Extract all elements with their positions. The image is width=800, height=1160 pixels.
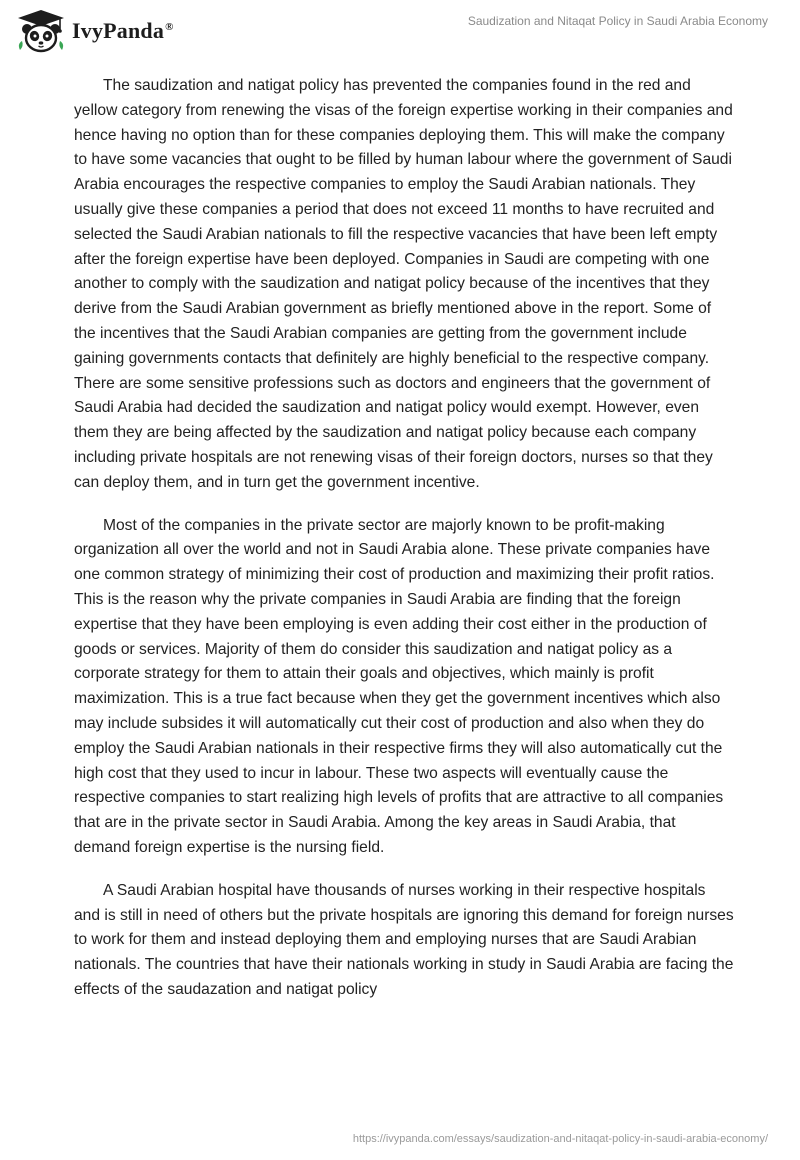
paragraph-1: The saudization and natigat policy has prevented the companies found in the red and yellow category from renewing the visas of the foreign expertise working in their companies and hence having no option than for these companies deploying them. This will make the company to have some vacancies that ought to be filled by human labour where the government of Saudi Arabia encourages the respective companies to employ the Saudi Arabian nationals. They usually give these companies a period that does not exceed 11 months to have recruited and selected the Saudi Arabian nationals to fill the respective vacancies that have been left empty after the foreign expertise have been deployed. Companies in Saudi are competing with one another to comply with the saudization and natigat policy because of the incentives that they derive from the Saudi Arabian government as briefly mentioned above in the report. Some of the incentives that the Saudi Arabian companies are getting from the government include gaining governments contacts that definitely are highly beneficial to the respective company. There are some sensitive professions such as doctors and engineers that the government of Saudi Arabia had decided the saudization and natigat policy would exempt. However, even them they are being affected by the saudization and natigat policy because each company including private hospitals are not renewing visas of their foreign doctors, nurses so that they can deploy them, and in turn get the government incentive. bbox=[74, 77, 733, 491]
brand-name-text: IvyPanda bbox=[72, 18, 165, 43]
brand-name bbox=[72, 18, 174, 44]
paragraph-3: A Saudi Arabian hospital have thousands of nurses working in their respective hospitals and is still in need of others but the private hospitals are ignoring this demand for foreign nurses to work for them and instead deploying them and employing nurses that are Saudi Arabian nationals. The countries that have their nationals working in study in Saudi Arabia are facing the effects of the saudazation and natigat policy bbox=[74, 881, 734, 998]
registered-mark: ® bbox=[165, 20, 174, 33]
document-title: Saudization and Nitaqat Policy in Saudi Arabia Economy bbox=[467, 14, 768, 28]
essay-body bbox=[74, 74, 734, 1021]
source-url[interactable]: https://ivypanda.com/essays/saudization-and-nitaqat-policy-in-saudi-arabia-economy/ bbox=[352, 1133, 768, 1145]
paragraph-2: Most of the companies in the private sector are majorly known to be profit-making organization all over the world and not in Saudi Arabia alone. These private companies have one common strategy of minimizing their cost of production and maximizing their profit ratios. This is the reason why the private companies in Saudi Arabia are finding that the foreign expertise that they have been employing is even adding their cost either in the production of goods or services. Majority of them do consider this saudization and natigat policy as a corporate strategy for them to attain their goals and objectives, which mainly is profit maximization. This is a true fact because when they get the government incentives which also may include subsides it will automatically cut their cost of production and also when they do employ the Saudi Arabian nationals in their respective firms they will also automatically cut the high cost that they used to incur in labour. These two aspects will eventually cause the respective companies to start realizing high levels of profits that are attractive to all companies that are in the private sector in Saudi Arabia. Among the key areas in Saudi Arabia, that demand foreign expertise is the nursing field. bbox=[74, 516, 724, 856]
ivypanda-logo[interactable] bbox=[14, 8, 174, 54]
page-header bbox=[0, 0, 800, 60]
panda-graduate-icon bbox=[14, 8, 68, 54]
